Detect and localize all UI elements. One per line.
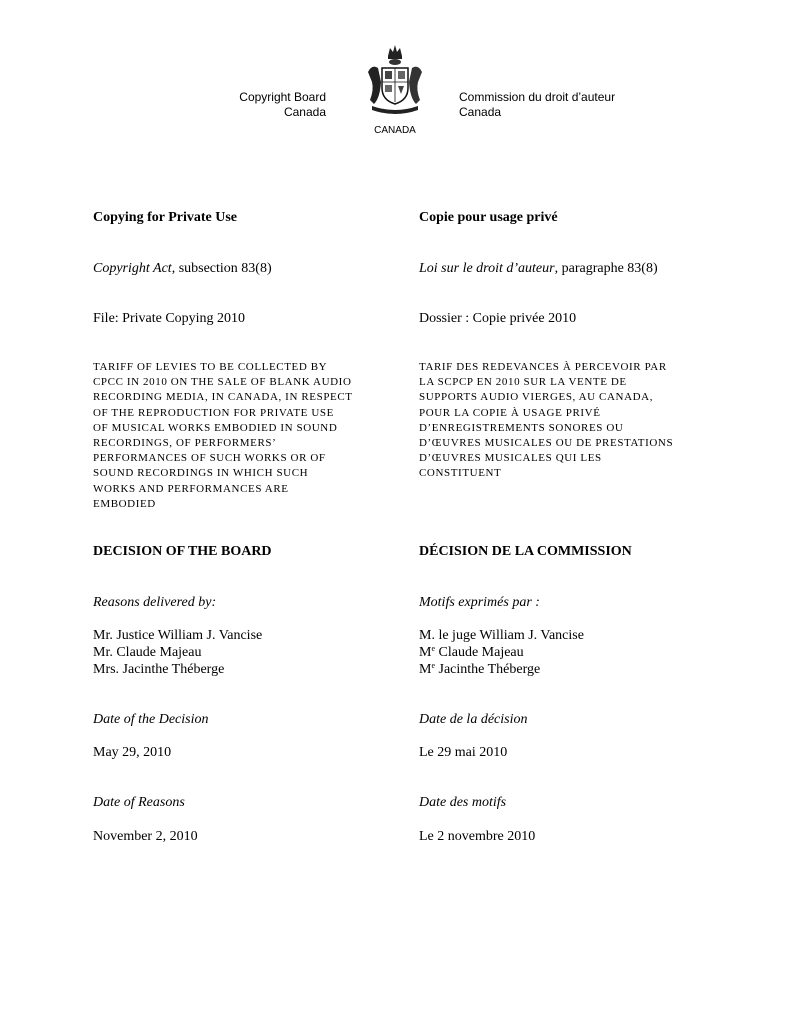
left-tariff-title (93, 360, 388, 512)
left-tariff-line: RECORDINGS, OF PERFORMERS’ (93, 437, 277, 450)
right-tariff-line: SUPPORTS AUDIO VIERGES, AU CANADA, (419, 391, 654, 404)
right-act-rest: , paragraphe 83(8) (554, 261, 658, 276)
left-tariff-line: TARIFF OF LEVIES TO BE COLLECTED BY (93, 361, 328, 373)
right-member (419, 661, 709, 678)
header-right-line1: Commission du droit d’auteur (459, 90, 616, 104)
emblem-caption: CANADA (374, 125, 416, 136)
left-tariff-line: CPCC IN 2010 ON THE SALE OF BLANK AUDIO (93, 376, 352, 389)
right-member-name: Claude Majeau (435, 645, 524, 660)
right-tariff-line: LA SCPCP EN 2010 SUR LA VENTE DE (419, 376, 627, 389)
left-act-reference (93, 260, 378, 277)
left-tariff-line: SOUND RECORDINGS IN WHICH SUCH (93, 467, 309, 480)
right-date-decision-label: Date de la décision (419, 712, 528, 727)
left-tariff-line: RECORDING MEDIA, IN CANADA, IN RESPECT (93, 391, 353, 404)
left-member: Mr. Claude Majeau (93, 645, 202, 660)
header-left (180, 90, 326, 120)
left-tariff-line: EMBODIED (93, 497, 156, 510)
right-file: Dossier : Copie privée 2010 (419, 311, 577, 326)
header-right-line2: Canada (459, 105, 502, 119)
header-left-line1: Copyright Board (239, 90, 326, 104)
right-date-reasons: Le 2 novembre 2010 (419, 829, 536, 844)
right-reasons-by: Motifs exprimés par : (419, 595, 540, 610)
header-left-line2: Canada (283, 105, 326, 119)
right-date-reasons-label: Date des motifs (419, 795, 507, 810)
right-date-decision: Le 29 mai 2010 (419, 745, 508, 760)
right-member-prefix: M (419, 662, 432, 677)
left-reasons-by: Reasons delivered by: (93, 595, 217, 610)
right-tariff-line: POUR LA COPIE À USAGE PRIVÉ (419, 406, 601, 419)
right-member-sup: e (431, 661, 436, 670)
coat-of-arms-emblem (362, 42, 428, 122)
right-tariff-line: D’ENREGISTREMENTS SONORES OU (419, 421, 624, 434)
right-tariff-title (419, 360, 719, 482)
right-member (419, 644, 709, 661)
left-tariff-line: WORKS AND PERFORMANCES ARE (93, 482, 289, 495)
right-tariff-line: D’ŒUVRES MUSICALES OU DE PRESTATIONS (419, 437, 674, 450)
right-member: M. le juge William J. Vancise (419, 628, 584, 643)
left-decision-heading: DECISION OF THE BOARD (93, 544, 272, 559)
right-act-title: Loi sur le droit d’auteur (419, 261, 555, 276)
right-heading: Copie pour usage privé (419, 210, 558, 225)
left-tariff-line: OF THE REPRODUCTION FOR PRIVATE USE (93, 406, 334, 419)
right-member-name: Jacinthe Théberge (435, 662, 541, 677)
right-members (419, 627, 709, 678)
left-tariff-line: OF MUSICAL WORKS EMBODIED IN SOUND (93, 421, 338, 434)
left-date-decision: May 29, 2010 (93, 745, 172, 760)
left-act-rest: , subsection 83(8) (171, 261, 272, 276)
left-members (93, 627, 378, 678)
right-tariff-line: CONSTITUENT (419, 467, 502, 480)
left-heading: Copying for Private Use (93, 210, 237, 225)
left-date-reasons: November 2, 2010 (93, 829, 198, 844)
right-act-reference (419, 260, 709, 277)
header-right (459, 90, 659, 120)
left-date-reasons-label: Date of Reasons (93, 795, 185, 810)
left-member: Mrs. Jacinthe Théberge (93, 662, 225, 677)
right-member-sup: e (431, 644, 436, 653)
right-tariff-line: TARIF DES REDEVANCES À PERCEVOIR PAR (419, 361, 667, 373)
right-decision-heading: DÉCISION DE LA COMMISSION (419, 544, 632, 559)
left-tariff-line: PERFORMANCES OF SUCH WORKS OR OF (93, 452, 326, 465)
left-member: Mr. Justice William J. Vancise (93, 628, 263, 643)
right-tariff-line: D’ŒUVRES MUSICALES QUI LES (419, 452, 602, 465)
right-member-prefix: M (419, 645, 432, 660)
left-file: File: Private Copying 2010 (93, 311, 246, 326)
left-act-title: Copyright Act (93, 261, 172, 276)
left-date-decision-label: Date of the Decision (93, 712, 209, 727)
